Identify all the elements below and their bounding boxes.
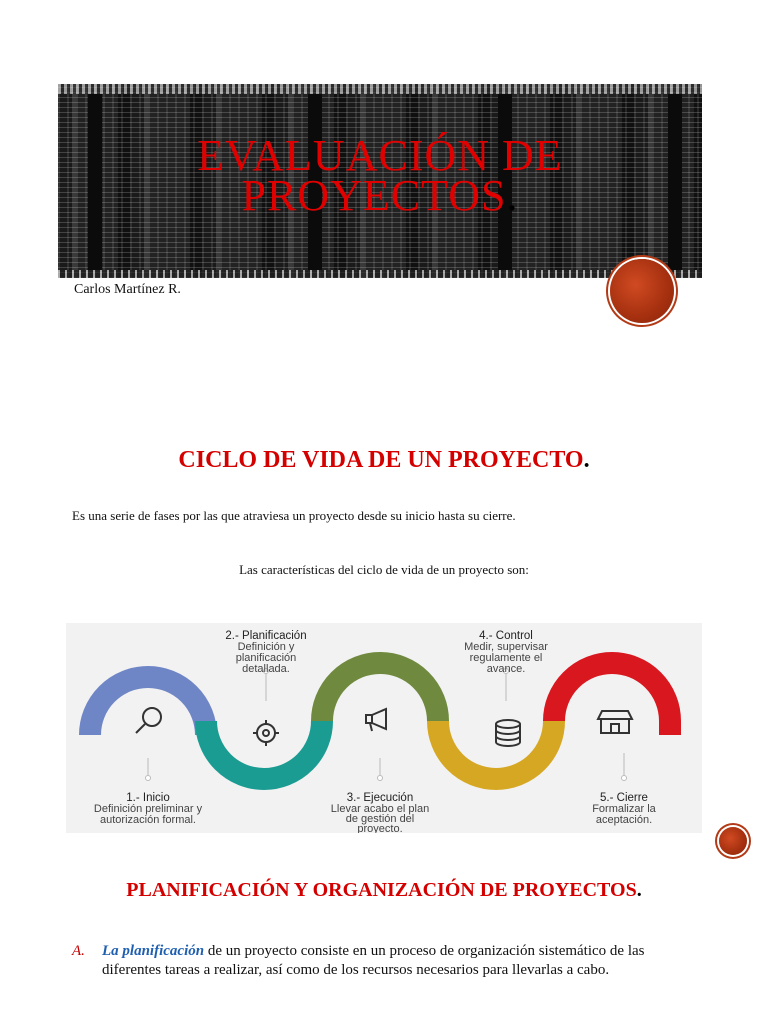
- title-line-1: EVALUACIÓN DE: [197, 131, 563, 180]
- section2-heading-text: PLANIFICACIÓN Y ORGANIZACIÓN DE PROYECTOS: [126, 879, 637, 901]
- title-banner: [58, 84, 702, 278]
- banner-top-stripe: [58, 84, 702, 94]
- phase-4-desc-line1: Medir, supervisar: [464, 641, 548, 653]
- section-heading-text: CICLO DE VIDA DE UN PROYECTO: [178, 447, 584, 473]
- list-marker: A.: [72, 943, 85, 959]
- phase-1-desc-line1: Definición preliminar y: [93, 803, 203, 815]
- store-icon: [598, 711, 632, 733]
- phase-1-title: 1.- Inicio: [126, 792, 170, 804]
- phase-1-arc: [90, 677, 206, 735]
- heading-dot: .: [583, 447, 590, 473]
- phase-1-dot: [146, 776, 151, 781]
- list-item-term: La planificación: [102, 943, 205, 959]
- lifecycle-svg: [66, 623, 702, 833]
- author-name: Carlos Martínez R.: [74, 282, 181, 297]
- phase-2-desc-line1: Definición y: [237, 641, 295, 653]
- phase-2-title: 2.- Planificación: [225, 630, 307, 642]
- phase-1-desc-line2: autorización formal.: [100, 814, 196, 826]
- phase-2-desc-line3: detallada.: [242, 663, 290, 675]
- heading2-dot: .: [636, 879, 642, 901]
- section-heading-planificacion: [0, 879, 768, 902]
- title-line-2-text: PROYECTOS: [241, 171, 507, 220]
- phase-3-dot: [378, 776, 383, 781]
- megaphone-icon: [366, 709, 386, 731]
- list-item-text: de un proyecto consiste en un proceso de organización sistemático de las diferentes tareas a realizar, así como de los recursos necesarios para llevarlas a cabo.: [102, 943, 645, 978]
- decorative-circle: [610, 259, 674, 323]
- magnifier-icon: [136, 708, 161, 733]
- characteristics-intro: Las características del ciclo de vida de un proyecto son:: [239, 562, 529, 577]
- intro-paragraph: Es una serie de fases por las que atraviesa un proyecto desde su inicio hasta su cierre.: [72, 508, 516, 523]
- presentation-title: [58, 131, 702, 220]
- phase-4-desc-line2: regulamente el: [469, 652, 543, 664]
- phase-3-desc-line2: de gestión del: [345, 813, 415, 825]
- section-heading-ciclo: [0, 447, 768, 474]
- database-icon: [496, 720, 520, 746]
- gear-icon: [253, 720, 279, 746]
- decorative-circle-small: [719, 827, 747, 855]
- title-dot: .: [506, 171, 519, 220]
- phase-2-desc-line2: planificación: [235, 652, 297, 664]
- phase-5-desc-line2: aceptación.: [595, 814, 653, 826]
- phase-3-desc-line3: proyecto.: [357, 823, 403, 833]
- title-line-2: [58, 171, 702, 220]
- phase-4-desc-line3: avance.: [486, 663, 526, 675]
- phase-5-desc-line1: Formalizar la: [592, 803, 656, 815]
- phase-5-dot: [622, 776, 627, 781]
- phase-5-title: 5.- Cierre: [600, 792, 648, 804]
- list-item: [102, 942, 702, 980]
- phase-4-title: 4.- Control: [479, 630, 533, 642]
- phase-3-title: 3.- Ejecución: [346, 792, 414, 804]
- banner-bottom-stripe: [58, 270, 702, 278]
- planning-list: [72, 942, 702, 980]
- lifecycle-diagram: [66, 623, 702, 833]
- phase-3-desc-line1: Llevar acabo el plan: [330, 803, 430, 815]
